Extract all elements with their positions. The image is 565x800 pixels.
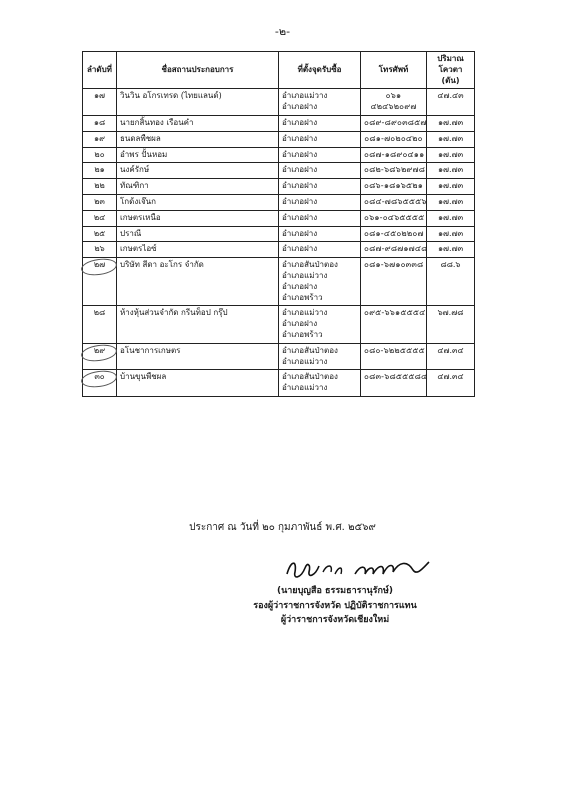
signatory-position: รองผู้ว่าราชการจังหวัด ปฏิบัติราชการแทน <box>253 601 417 611</box>
location-line: อำเภอฝาง <box>282 212 318 222</box>
quota-value: ๔๗.๓๔ <box>427 343 475 370</box>
phone-number: ๐๘๔-๗๘๖๕๕๕๖ <box>361 194 427 210</box>
location-line: อำเภอฝาง <box>282 196 318 206</box>
purchase-locations <box>279 179 361 195</box>
header-location: ที่ตั้งจุดรับซื้อ <box>279 52 361 89</box>
purchase-locations <box>279 163 361 179</box>
table-row <box>83 147 475 163</box>
purchase-locations <box>279 258 361 306</box>
location-line: อำเภอแม่วาง <box>282 356 328 366</box>
row-number <box>83 89 117 116</box>
location-line: อำเภอฝาง <box>282 165 318 175</box>
table-row <box>83 226 475 242</box>
location-line: อำเภอฝาง <box>282 102 318 112</box>
business-name: เกษตรเหนือ <box>117 210 279 226</box>
phone-number: ๐๘๖-๑๘๑๖๕๒๑ <box>361 179 427 195</box>
phone-number: ๐๘๗-๑๘๙๐๔๑๑ <box>361 147 427 163</box>
table-header-row <box>83 52 475 89</box>
quota-table <box>82 51 475 397</box>
location-line: อำเภอสันป่าตอง <box>282 260 338 270</box>
quota-value: ๑๗.๗๓ <box>427 147 475 163</box>
quota-value: ๑๗.๗๓ <box>427 115 475 131</box>
phone-number: ๐๘๑-๗๐๒๐๔๒๐ <box>361 131 427 147</box>
quota-value: ๑๗.๗๓ <box>427 179 475 195</box>
row-number-text: ๑๙ <box>94 133 105 143</box>
business-name: ห้างหุ้นส่วนจำกัด กรีนท็อป กรุ๊ป <box>117 306 279 343</box>
quota-value: ๑๗.๗๓ <box>427 131 475 147</box>
phone-number: ๐๘๑-๔๕๐๒๒๐๗ <box>361 226 427 242</box>
table-row <box>83 194 475 210</box>
location-line: อำเภอพร้าว <box>282 292 323 302</box>
signatory-name: (นายบุญสือ ธรรมธารานุรักษ์) <box>276 586 393 596</box>
business-name: ทัณฑิกา <box>117 179 279 195</box>
location-line: อำเภอฝาง <box>282 244 318 254</box>
row-number-text: ๒๙ <box>93 345 106 355</box>
row-number-text: ๒๔ <box>93 212 106 222</box>
header-no: ลำดับที่ <box>83 52 117 89</box>
row-number <box>83 306 117 343</box>
quota-value: ๑๗.๗๓ <box>427 163 475 179</box>
purchase-locations <box>279 194 361 210</box>
row-number <box>83 147 117 163</box>
purchase-locations <box>279 370 361 397</box>
location-line: อำเภอฝาง <box>282 149 318 159</box>
handwritten-circle-mark <box>80 342 118 363</box>
business-name: บ้านขุนพืชผล <box>117 370 279 397</box>
header-phone: โทรศัพท์ <box>361 52 427 89</box>
header-name: ชื่อสถานประกอบการ <box>117 52 279 89</box>
row-number-text: ๒๘ <box>93 308 106 318</box>
purchase-locations <box>279 343 361 370</box>
purchase-locations <box>279 131 361 147</box>
purchase-locations <box>279 147 361 163</box>
quota-value: ๖๗.๗๘ <box>427 306 475 343</box>
location-line: อำเภอฝาง <box>282 281 318 291</box>
phone-number: ๐๘๓-๖๘๕๕๕๘๔ <box>361 370 427 397</box>
row-number-text: ๓๐ <box>94 372 105 382</box>
location-line: อำเภอฝาง <box>282 117 318 127</box>
quota-value: ๑๗.๗๓ <box>427 242 475 258</box>
row-number-text: ๒๓ <box>94 196 105 206</box>
business-name: อโนชาการเกษตร <box>117 343 279 370</box>
table-row <box>83 210 475 226</box>
purchase-locations <box>279 89 361 116</box>
phone-number: ๐๘๑-๖๗๑๐๓๓๘ <box>361 258 427 306</box>
phone-number: ๐๘๗-๙๘๗๑๗๔๘ <box>361 242 427 258</box>
business-name: ธนดลพืชผล <box>117 131 279 147</box>
location-line: อำเภอฝาง <box>282 319 318 329</box>
location-line: อำเภอแม่วาง <box>282 270 328 280</box>
row-number <box>83 226 117 242</box>
purchase-locations <box>279 226 361 242</box>
announcement-date: ประกาศ ณ วันที่ ๒๐ กุมภาพันธ์ พ.ศ. ๒๕๖๙ <box>189 522 376 533</box>
row-number <box>83 370 117 397</box>
quota-value: ๘๘.๖ <box>427 258 475 306</box>
purchase-locations <box>279 242 361 258</box>
row-number <box>83 194 117 210</box>
quota-value: ๑๗.๗๓ <box>427 210 475 226</box>
row-number <box>83 258 117 306</box>
phone-number: ๐๖๑ ๔๒๔๖๒๐๙๗ <box>361 89 427 116</box>
phone-number: ๐๖๑-๐๔๖๕๕๕๕ <box>361 210 427 226</box>
row-number <box>83 163 117 179</box>
business-name: บริษัท สีดา อะโกร จำกัด <box>117 258 279 306</box>
table-row <box>83 370 475 397</box>
table-row <box>83 115 475 131</box>
phone-number: ๐๘๒-๖๘๖๒๙๗๘ <box>361 163 427 179</box>
business-name: นายกสิ้นทอง เรือนคำ <box>117 115 279 131</box>
phone-number: ๐๙๕-๖๖๑๕๕๕๔ <box>361 306 427 343</box>
row-number <box>83 343 117 370</box>
location-line: อำเภอแม่วาง <box>282 383 328 393</box>
location-line: อำเภอฝาง <box>282 133 318 143</box>
row-number-text: ๒๐ <box>94 149 105 159</box>
quota-value: ๑๗.๗๓ <box>427 194 475 210</box>
row-number <box>83 242 117 258</box>
quota-value: ๔๗.๓๔ <box>427 370 475 397</box>
business-name: อำพร ปั้นหอม <box>117 147 279 163</box>
business-name: นงค์รักษ์ <box>117 163 279 179</box>
row-number-text: ๒๒ <box>94 181 105 191</box>
table-row <box>83 89 475 116</box>
table-row <box>83 131 475 147</box>
table-row <box>83 258 475 306</box>
purchase-locations <box>279 115 361 131</box>
purchase-locations <box>279 210 361 226</box>
table-row <box>83 343 475 370</box>
business-name: ปราณี <box>117 226 279 242</box>
business-name: โกด้งเจ๊นก <box>117 194 279 210</box>
table-row <box>83 242 475 258</box>
row-number-text: ๑๗ <box>93 91 106 101</box>
row-number <box>83 131 117 147</box>
row-number <box>83 179 117 195</box>
table-body <box>83 89 475 397</box>
row-number-text: ๒๖ <box>94 244 105 254</box>
handwritten-signature <box>283 556 433 586</box>
location-line: อำเภอฝาง <box>282 228 318 238</box>
location-line: อำเภอแม่วาง <box>282 308 328 318</box>
row-number-text: ๒๗ <box>93 260 106 270</box>
location-line: อำเภอสันป่าตอง <box>282 372 338 382</box>
handwritten-circle-mark <box>80 369 118 390</box>
row-number-text: ๒๕ <box>93 228 106 238</box>
table-row <box>83 179 475 195</box>
row-number <box>83 210 117 226</box>
row-number-text: ๒๑ <box>94 165 105 175</box>
purchase-locations <box>279 306 361 343</box>
row-number <box>83 115 117 131</box>
table-row <box>83 306 475 343</box>
location-line: อำเภอสันป่าตอง <box>282 345 338 355</box>
quota-value: ๑๗.๗๓ <box>427 226 475 242</box>
location-line: อำเภอแม่วาง <box>282 91 328 101</box>
location-line: อำเภอฝาง <box>282 181 318 191</box>
phone-number: ๐๘๐-๖๒๒๕๕๕๕ <box>361 343 427 370</box>
table-row <box>83 163 475 179</box>
header-quota: ปริมาณโควตา (ตัน) <box>427 52 475 89</box>
business-name: เกษตรไอซ์ <box>117 242 279 258</box>
page-number: -๒- <box>274 25 291 38</box>
business-name: วินวิน อโกรเทรด (ไทยแลนด์) <box>117 89 279 116</box>
phone-number: ๐๘๙-๘๙๐๓๘๕๗ <box>361 115 427 131</box>
quota-value: ๔๗.๔๓ <box>427 89 475 116</box>
handwritten-circle-mark <box>80 257 118 278</box>
signatory-position-detail: ผู้ว่าราชการจังหวัดเชียงใหม่ <box>280 615 390 625</box>
location-line: อำเภอพร้าว <box>282 329 323 339</box>
row-number-text: ๑๘ <box>93 117 106 127</box>
